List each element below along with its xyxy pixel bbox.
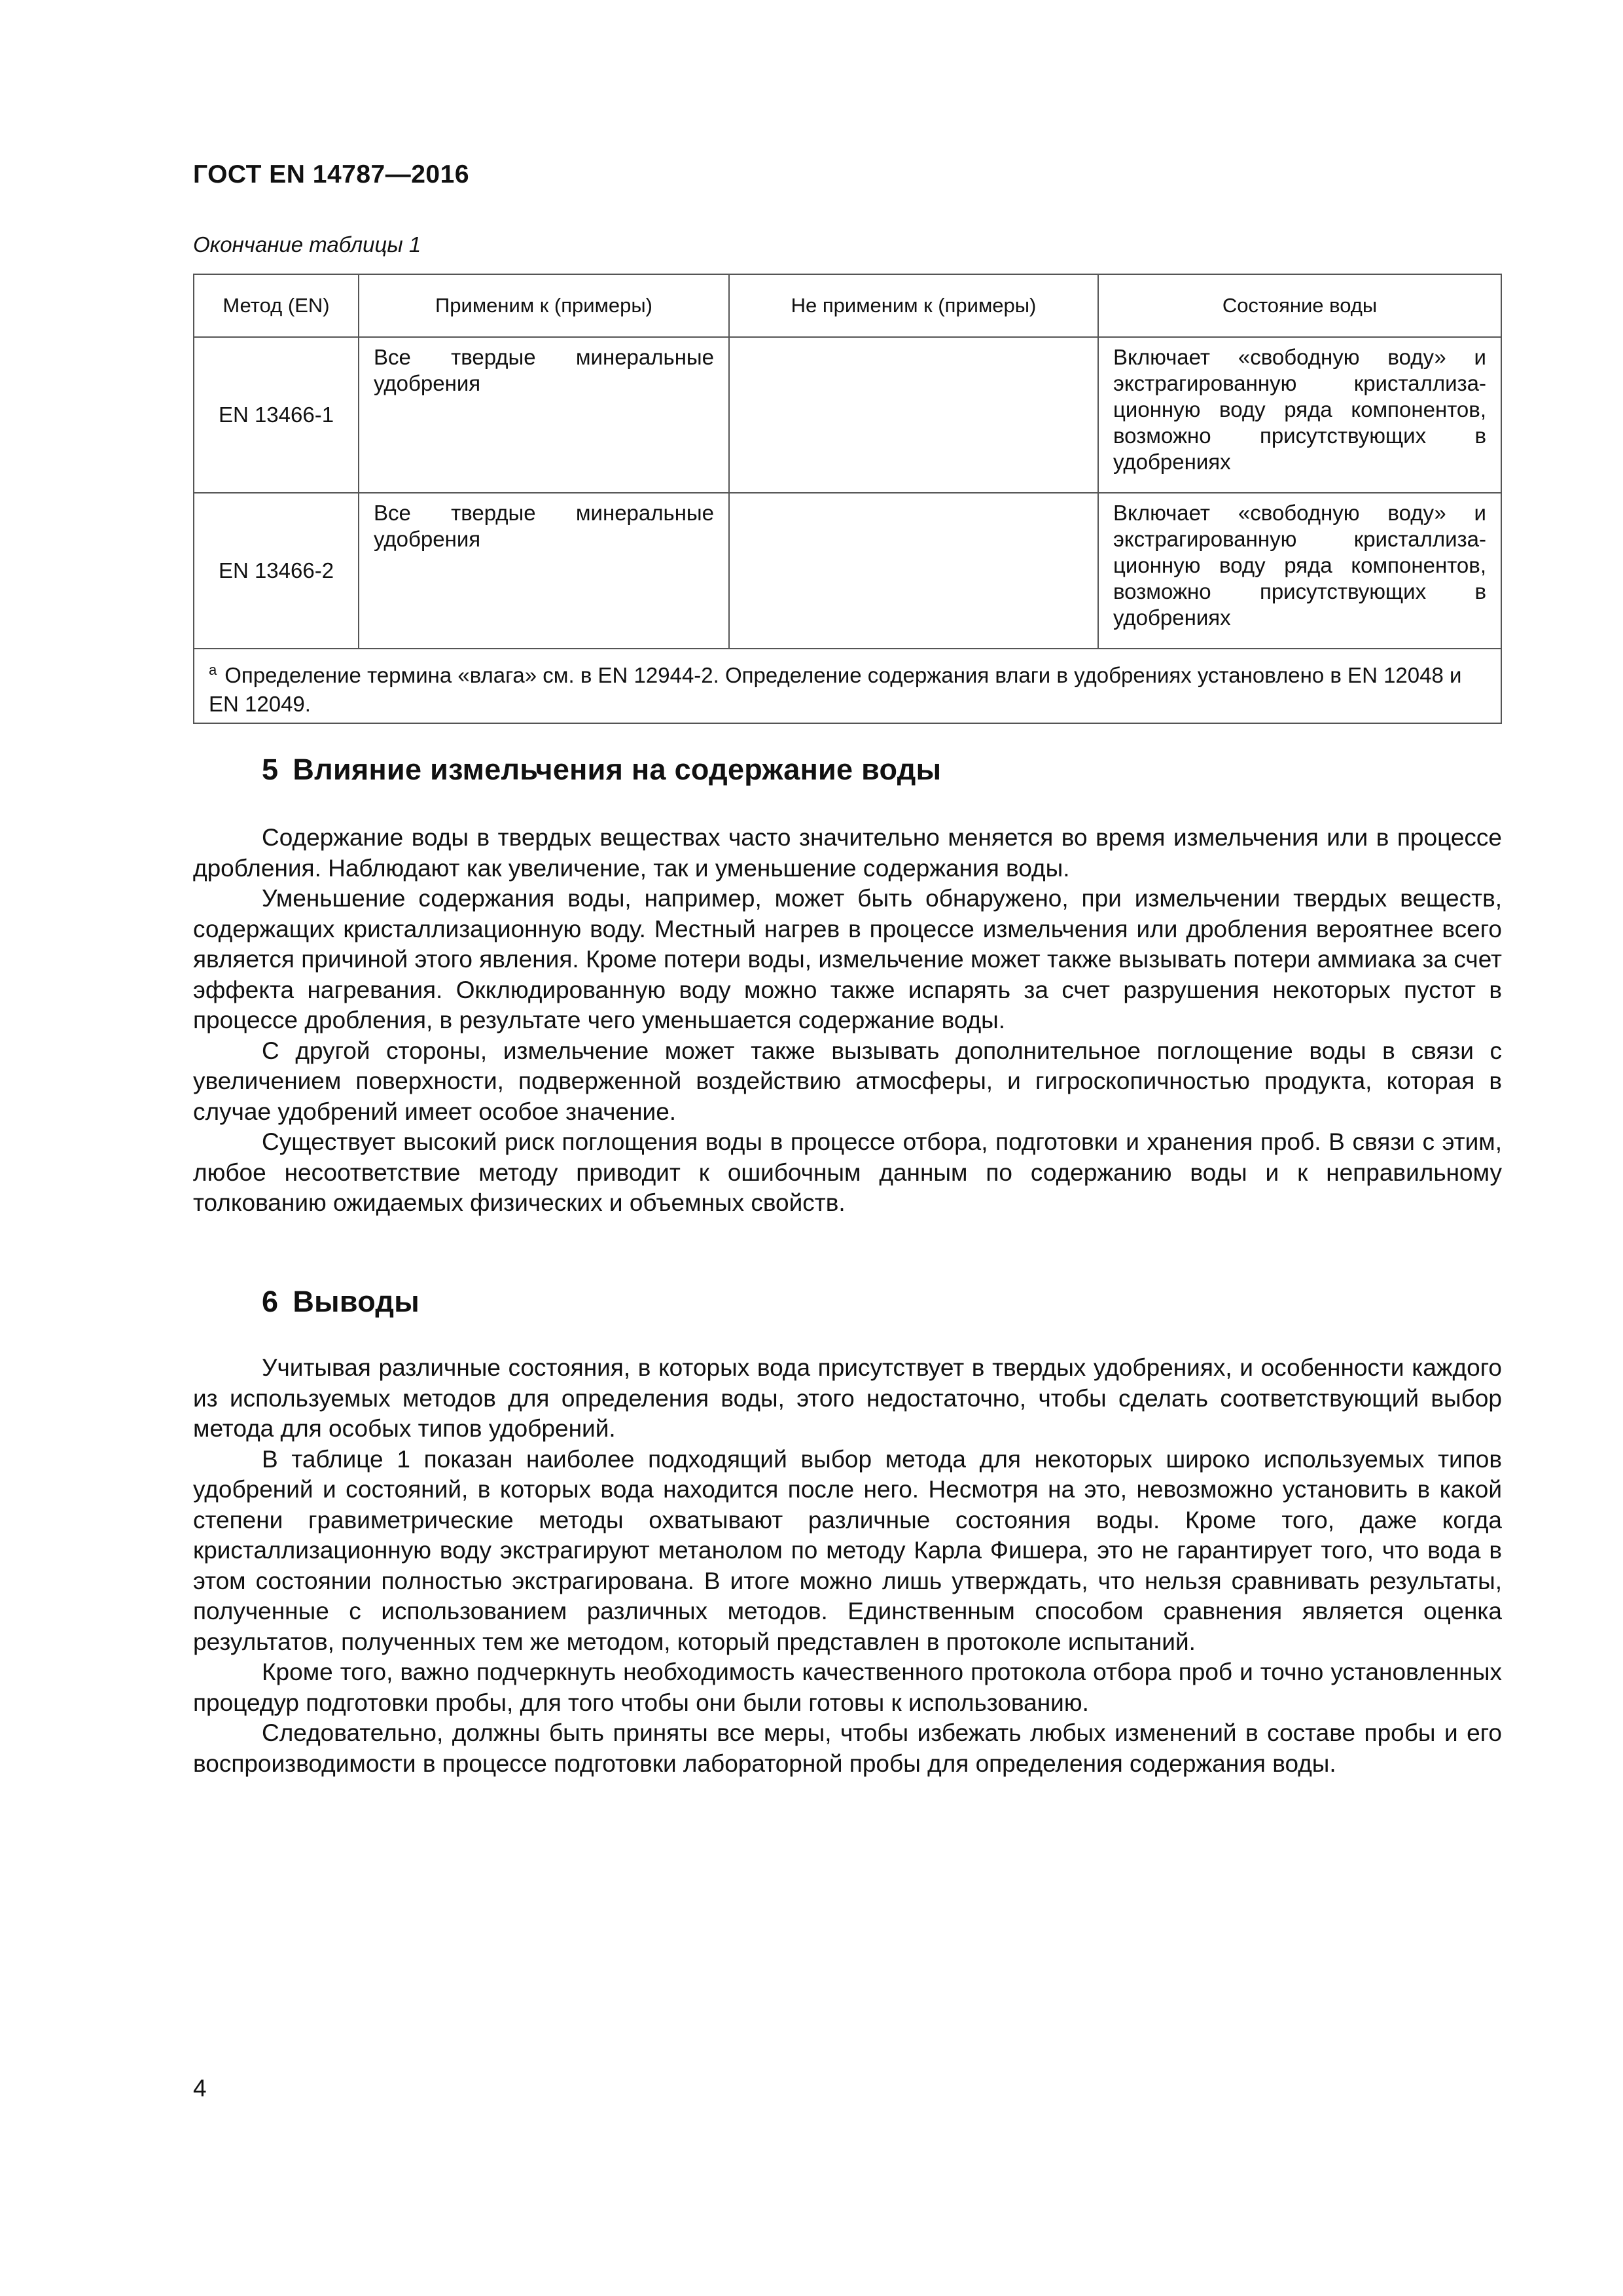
section-6-body [193,1353,1502,1779]
table-footnote-row [194,649,1501,723]
footnote-text: Определение термина «влага» см. в EN 12944-2. Определение содержания влаги в удобрениях установлено в EN 12048 и EN 12049. [209,663,1462,716]
cell-method: EN 13466-1 [194,337,359,493]
paragraph: С другой стороны, измельчение может также вызывать дополнительное поглощение воды в связи с увеличением поверхности, подверженной воздействию атмосферы, и гигроскопичностью продукта, которая в случае удобрений имеет особое значение. [193,1037,1502,1125]
paragraph: Учитывая различные состояния, в которых вода присутствует в твердых удобрениях, и особенности каждого из используемых методов для определения воды, этого недостаточно, чтобы сделать соответствующий выбор метода для особых типов удобрений. [193,1354,1502,1442]
table-footnote [194,649,1501,723]
section-5-heading [262,753,941,787]
document-code: ГОСТ EN 14787—2016 [193,160,470,188]
table-header-row [194,274,1501,337]
paragraph: Существует высокий риск поглощения воды в процессе отбора, подготовки и хранения проб. В связи с этим, любое несоответствие методу приводит к ошибочным данным по содержанию воды и к неправильному толкованию ожидаемых физических и объемных свойств. [193,1128,1502,1216]
cell-method: EN 13466-2 [194,493,359,649]
table-caption: Окончание таблицы 1 [193,232,421,257]
paragraph: Кроме того, важно подчеркнуть необходимость качественного протокола отбора проб и точно установленных процедур подготовки пробы, для того чтобы они были готовы к использованию. [193,1659,1502,1716]
header-water-state: Состояние воды [1098,274,1501,337]
section-5-body [193,823,1502,1219]
paragraph: В таблице 1 показан наиболее подходящий выбор метода для некоторых широко используемых типов удобрений и состояний, в которых вода находится после него. Несмотря на это, невозможно установить в какой степени гравиметрические методы охватывают различные состояния воды. Кроме того, даже когда кристаллизационную воду экстрагируют метанолом по методу Карла Фишера, это не гарантирует того, что вода в этом состоянии полностью экстрагирована. В итоге можно лишь утверждать, что нельзя сравнивать результаты, полученные с использованием различных методов. Единственным способом сравнения является оценка результатов, полученных тем же методом, который представлен в протоколе испытаний. [193,1445,1502,1655]
header-method: Метод (EN) [194,274,359,337]
cell-not-applicable [729,337,1098,493]
section-6-title: Выводы [293,1285,420,1318]
table-row [194,337,1501,493]
section-6-heading [262,1285,419,1319]
cell-water-state: Включает «свободную воду» и экстрагированную кристаллиза-ционную воду ряда компонентов, возможно присутствующих в удобрениях [1098,337,1501,493]
methods-table [193,274,1502,724]
footnote-mark: а [209,662,217,678]
section-5-number: 5 [262,753,279,786]
section-5-title: Влияние измельчения на содержание воды [293,753,942,786]
header-applicable: Применим к (примеры) [359,274,729,337]
section-6-number: 6 [262,1285,279,1318]
cell-applicable: Все твердые минеральные удобрения [359,337,729,493]
table-row [194,493,1501,649]
header-not-applicable: Не применим к (примеры) [729,274,1098,337]
page-number: 4 [193,2075,207,2102]
paragraph: Содержание воды в твердых веществах часто значительно меняется во время измельчения или в процессе дробления. Наблюдают как увеличение, так и уменьшение содержания воды. [193,824,1502,882]
paragraph: Уменьшение содержания воды, например, может быть обнаружено, при измельчении твердых веществ, содержащих кристаллизационную воду. Местный нагрев в процессе измельчения или дробления вероятнее всего является причиной этого явления. Кроме потери воды, измельчение может также вызывать потери аммиака за счет эффекта нагревания. Окклюдированную воду можно также испарять за счет разрушения некоторых пустот в процессе дробления, в результате чего уменьшается содержание воды. [193,885,1502,1033]
cell-water-state: Включает «свободную воду» и экстрагированную кристаллиза-ционную воду ряда компонентов, возможно присутствующих в удобрениях [1098,493,1501,649]
cell-not-applicable [729,493,1098,649]
paragraph: Следовательно, должны быть приняты все меры, чтобы избежать любых изменений в составе пробы и его воспроизводимости в процессе подготовки лабораторной пробы для определения содержания воды. [193,1719,1502,1777]
cell-applicable: Все твердые минеральные удобрения [359,493,729,649]
